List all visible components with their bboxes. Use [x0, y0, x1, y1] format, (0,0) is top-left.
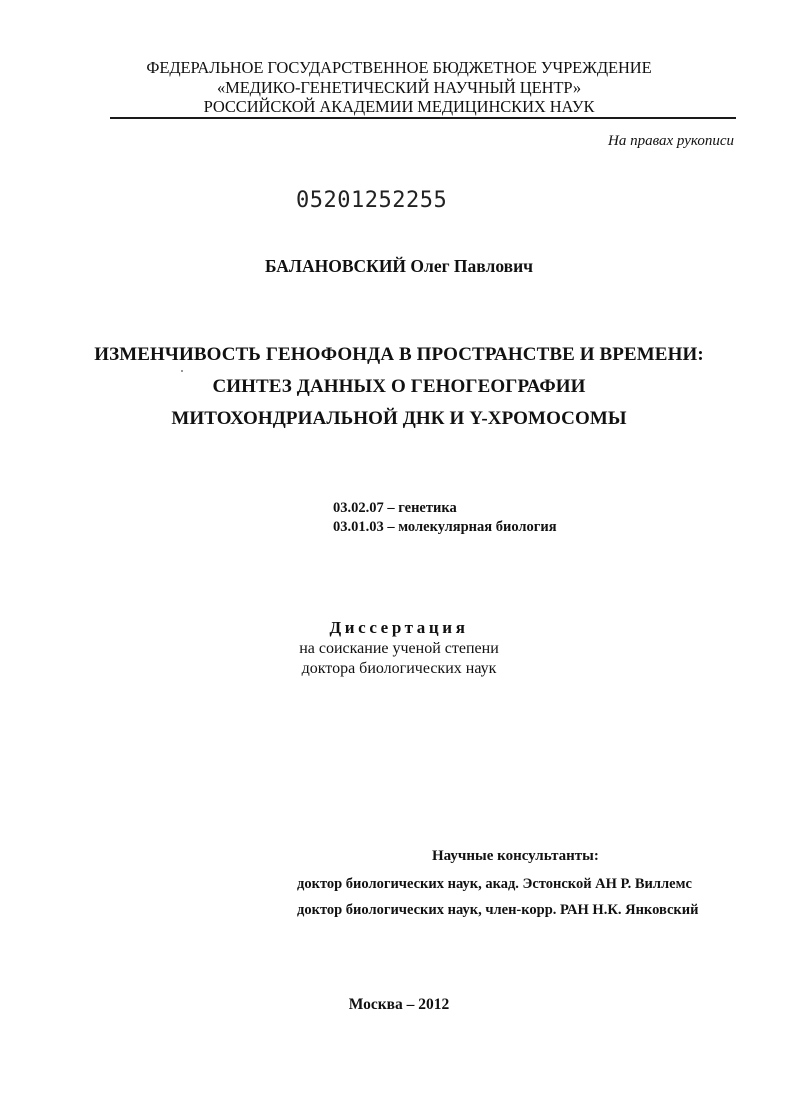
consultants-heading: Научные консультанты:	[432, 848, 599, 864]
rights-note: На правах рукописи	[608, 133, 734, 149]
city-year: Москва – 2012	[348, 996, 450, 1013]
institution-line-3: РОССИЙСКОЙ АКАДЕМИИ МЕДИЦИНСКИХ НАУК	[203, 97, 595, 116]
author-name: БАЛАНОВСКИЙ Олег Павлович	[264, 256, 534, 276]
title-line-1: ИЗМЕНЧИВОСТЬ ГЕНОФОНДА В ПРОСТРАНСТВЕ И ВРЕМЕНИ:	[94, 344, 704, 365]
degree-line-1: на соискание ученой степени	[299, 640, 499, 657]
institution-line-1: ФЕДЕРАЛЬНОЕ ГОСУДАРСТВЕННОЕ БЮДЖЕТНОЕ УЧРЕЖДЕНИЕ	[146, 58, 652, 77]
specialty-molecular-biology: 03.01.03 – молекулярная биология	[333, 519, 557, 535]
title-line-3: МИТОХОНДРИАЛЬНОЙ ДНК И Y-ХРОМОСОМЫ	[171, 408, 627, 429]
institution-line-2: «МЕДИКО-ГЕНЕТИЧЕСКИЙ НАУЧНЫЙ ЦЕНТР»	[216, 78, 581, 97]
dissertation-heading: Диссертация	[329, 618, 469, 637]
header-divider	[110, 117, 736, 119]
scan-speck	[181, 370, 183, 372]
specialty-genetics: 03.02.07 – генетика	[333, 500, 457, 516]
title-line-2: СИНТЕЗ ДАННЫХ О ГЕНОГЕОГРАФИИ	[212, 376, 586, 397]
consultant-item: доктор биологических наук, член-корр. РАН Н.К. Янковский	[297, 902, 699, 918]
consultant-item: доктор биологических наук, акад. Эстонской АН Р. Виллемс	[297, 876, 692, 892]
registration-number: 05201252255	[296, 188, 448, 213]
degree-line-2: доктора биологических наук	[301, 660, 497, 677]
